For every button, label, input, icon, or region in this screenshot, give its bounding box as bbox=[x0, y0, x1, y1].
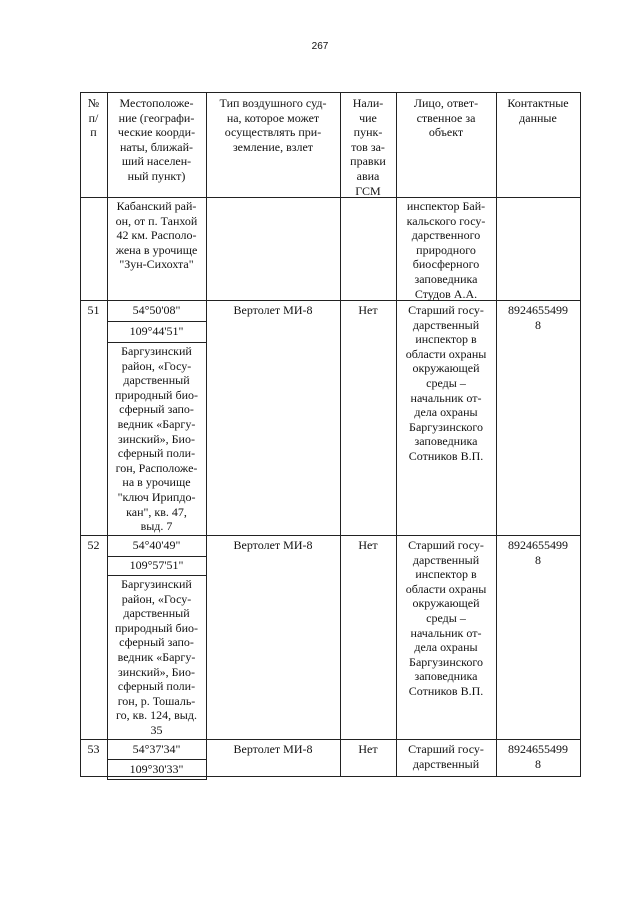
row-num: 52 bbox=[87, 538, 100, 552]
responsible-person: Старший госу- дарственный инспектор в области охраны окружающей среды – начальник от- дела охраны Баргузинского заповедника Сотников В.П. bbox=[405, 538, 487, 698]
continuation-location: Кабанский рай- он, от п. Танхой 42 км. Располо- жена в урочище "Зун-Сихохта" bbox=[115, 199, 198, 272]
longitude: 109°57'51" bbox=[129, 558, 184, 572]
coord-divider bbox=[107, 575, 206, 576]
col-border bbox=[496, 92, 497, 777]
aircraft-type: Вертолет МИ-8 bbox=[233, 538, 313, 552]
header-location: Местоположе- ние (географи- ческие коорди- наты, ближай- ший населен- ный пункт) bbox=[117, 96, 196, 183]
row-border bbox=[80, 535, 580, 536]
contact-phone: 8924655499 8 bbox=[508, 303, 568, 332]
longitude: 109°30'33" bbox=[129, 762, 184, 776]
contact-phone: 8924655499 8 bbox=[508, 538, 568, 567]
header-fuel: Нали- чие пунк- тов за- правки авиа ГСМ bbox=[350, 96, 386, 198]
coord-divider bbox=[107, 321, 206, 322]
responsible-person: Старший госу- дарственный bbox=[408, 742, 484, 771]
row-num: 53 bbox=[87, 742, 100, 756]
coord-divider bbox=[107, 556, 206, 557]
col-border bbox=[580, 92, 581, 777]
fuel-availability: Нет bbox=[358, 303, 378, 317]
aircraft-type: Вертолет МИ-8 bbox=[233, 742, 313, 756]
place-description: Баргузинский район, «Госу- дарственный природный био- сферный запо- ведник «Баргу- зинский», Био- сферный поли- гон, Расположе- на в урочище "ключ Ирипдо- кан", кв. 47, выд. 7 bbox=[114, 344, 199, 534]
contact-phone: 8924655499 8 bbox=[508, 742, 568, 771]
latitude: 54°50'08" bbox=[132, 303, 181, 317]
latitude: 54°37'34" bbox=[132, 742, 181, 756]
row-border bbox=[80, 739, 580, 740]
row-border bbox=[80, 300, 580, 301]
header-contact: Контактные данные bbox=[507, 96, 569, 125]
coord-bottom-border bbox=[107, 779, 206, 780]
aircraft-type: Вертолет МИ-8 bbox=[233, 303, 313, 317]
coord-divider bbox=[107, 759, 206, 760]
longitude: 109°44'51" bbox=[129, 324, 184, 338]
header-bottom-border bbox=[80, 197, 580, 198]
row-num: 51 bbox=[87, 303, 100, 317]
coord-divider bbox=[107, 342, 206, 343]
latitude: 54°40'49" bbox=[132, 538, 181, 552]
table-top-border bbox=[80, 92, 580, 93]
header-num: № п/ п bbox=[87, 96, 100, 140]
responsible-person: Старший госу- дарственный инспектор в области охраны окружающей среды – начальник от- дела охраны Баргузинского заповедника Сотников В.П. bbox=[405, 303, 487, 463]
col-border bbox=[80, 92, 81, 777]
header-responsible: Лицо, ответ- ственное за объект bbox=[413, 96, 479, 140]
place-description: Баргузинский район, «Госу- дарственный природный био- сферный запо- ведник «Баргу- зинский», Био- сферный поли- гон, р. Тошаль- го, кв. 124, выд. 35 bbox=[114, 577, 199, 737]
header-aircraft: Тип воздушного суд- на, которое может осуществлять при- земление, взлет bbox=[219, 96, 327, 154]
fuel-availability: Нет bbox=[358, 538, 378, 552]
page-number: 267 bbox=[311, 41, 329, 52]
col-border bbox=[206, 92, 207, 780]
fuel-availability: Нет bbox=[358, 742, 378, 756]
continuation-responsible: инспектор Бай- кальского госу- дарственного природного биосферного заповедника Студов А.А. bbox=[406, 199, 486, 301]
